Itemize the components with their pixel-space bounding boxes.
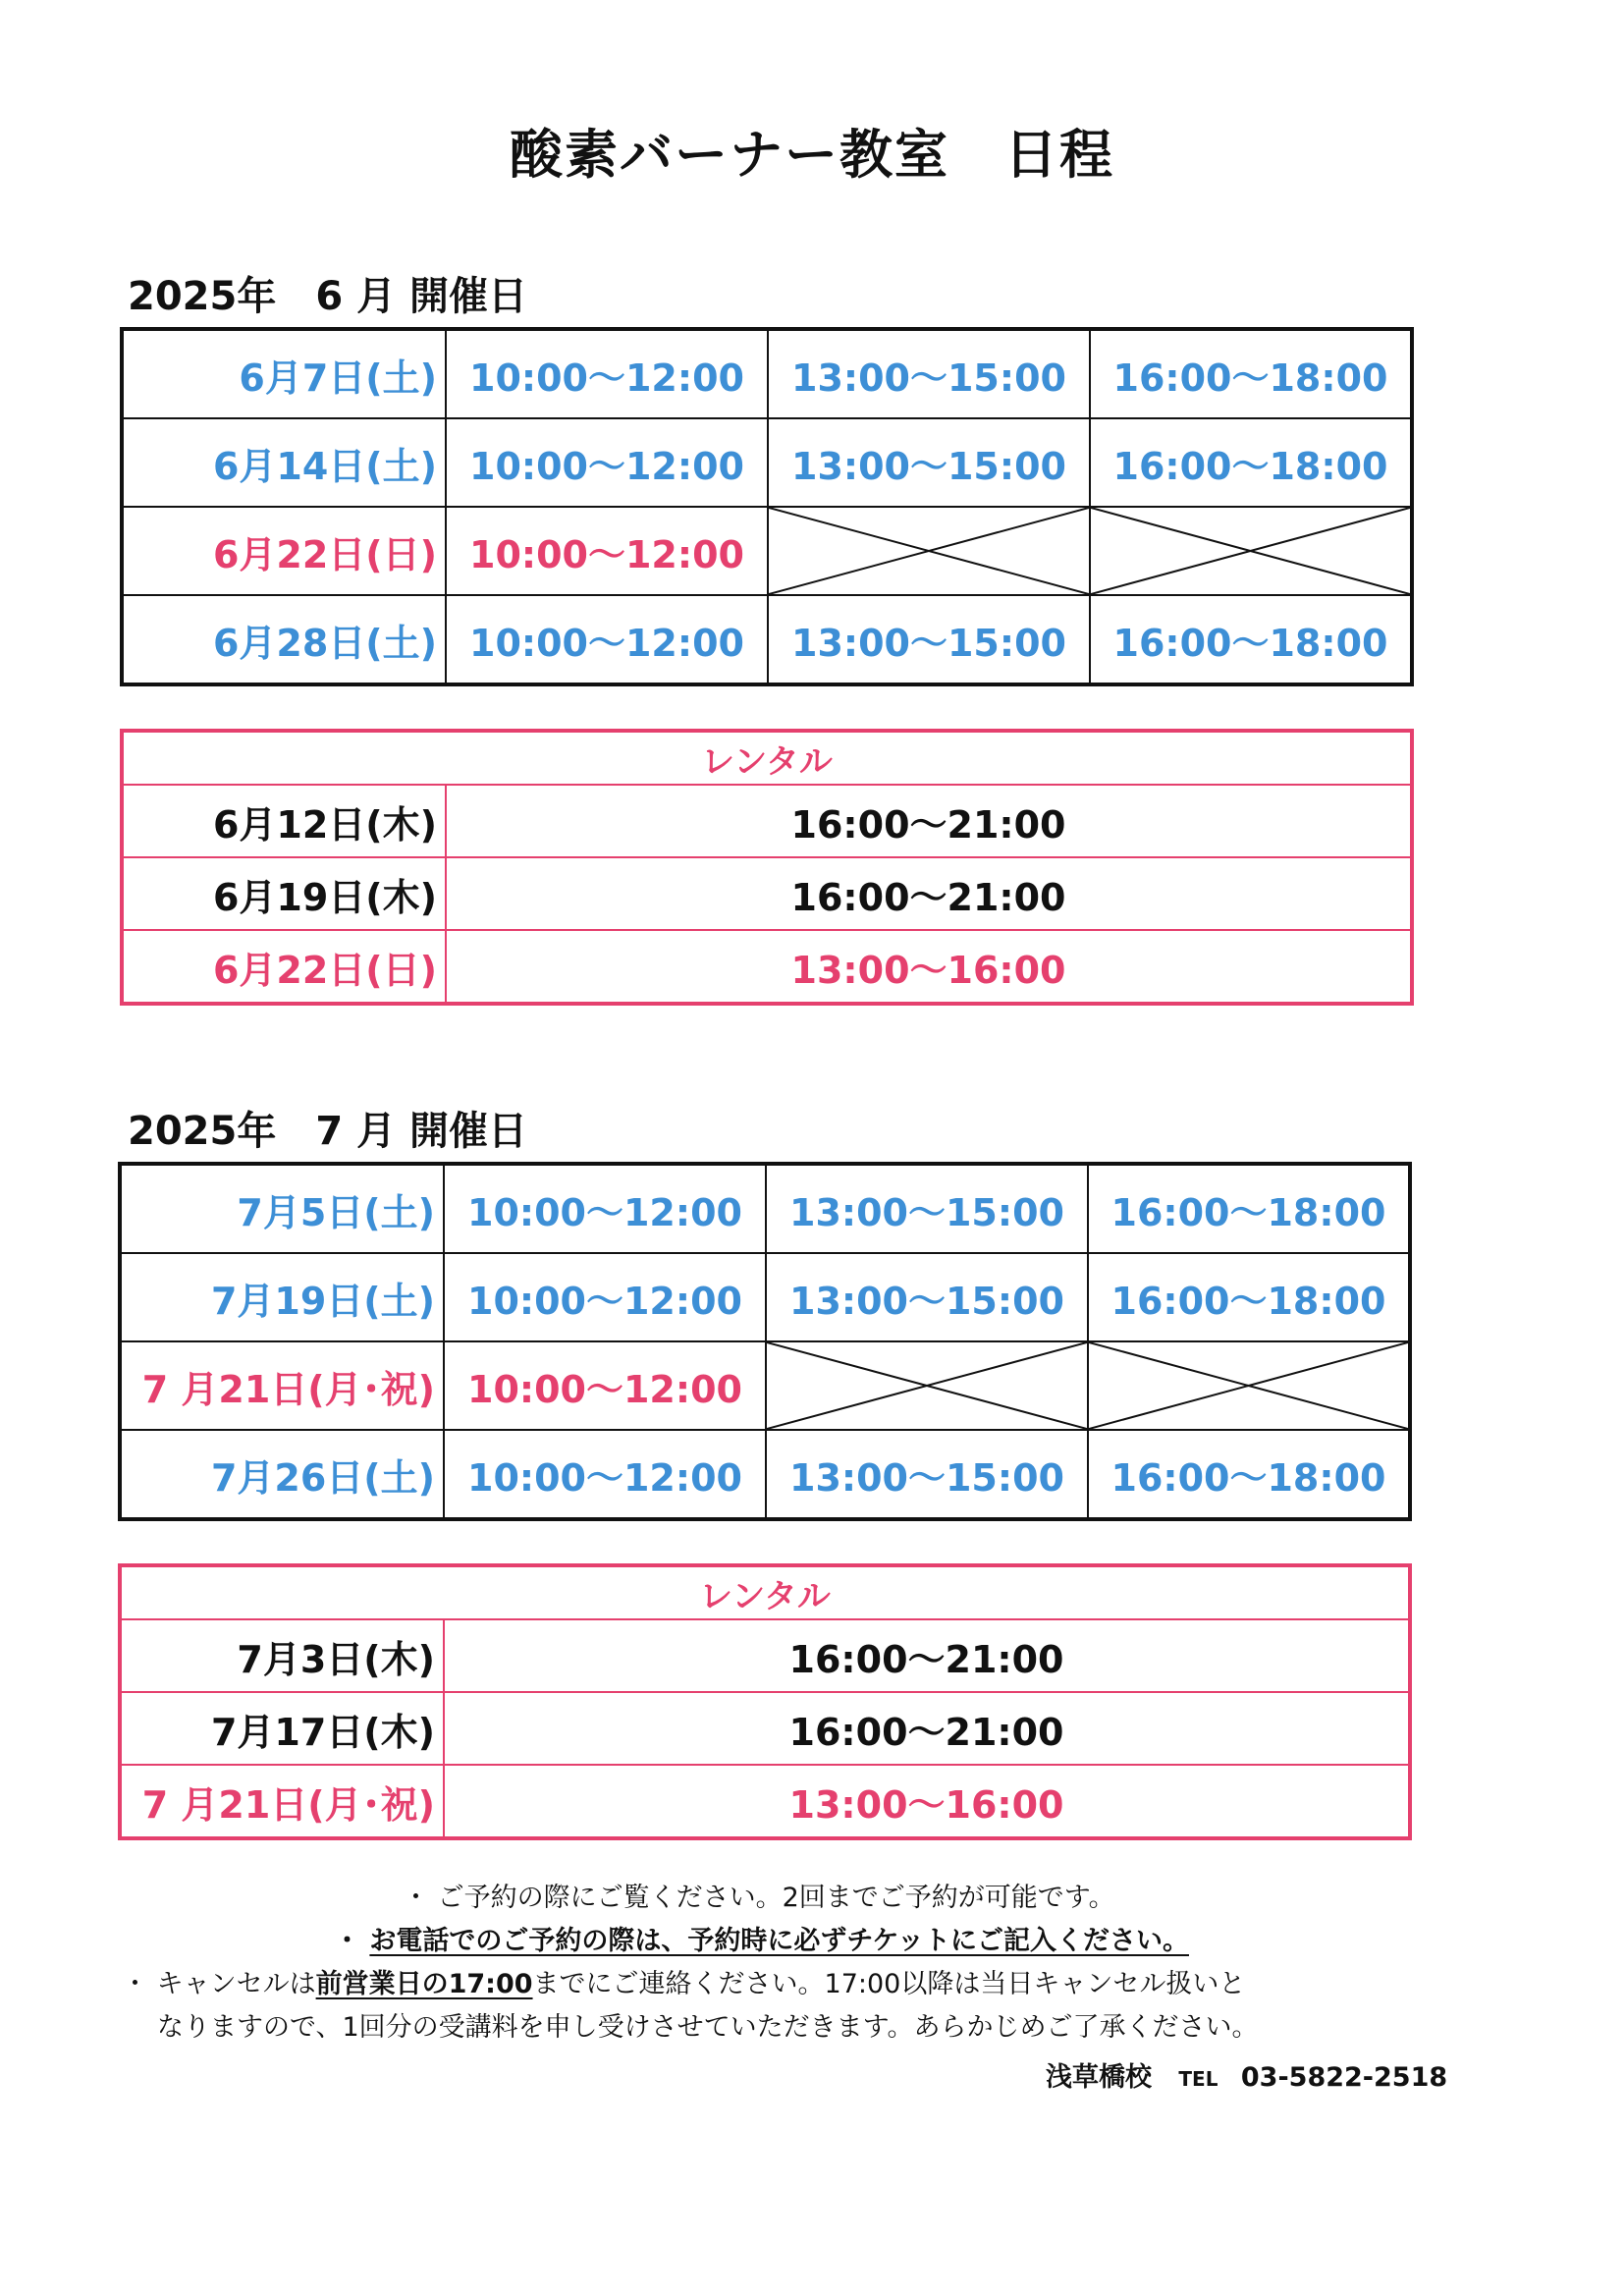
july-schedule-table	[118, 1162, 1412, 1521]
table-row	[120, 1765, 1410, 1838]
unavailable-slot-cross	[1090, 507, 1412, 595]
table-row	[122, 785, 1412, 857]
time-slot: 10:00～12:00	[446, 418, 768, 507]
time-slot: 16:00～18:00	[1088, 1253, 1410, 1341]
rental-date: 6月19日(木)	[122, 857, 446, 930]
rental-time: 13:00～16:00	[444, 1765, 1410, 1838]
time-slot: 10:00～12:00	[446, 329, 768, 418]
phone-number: 03-5822-2518	[1240, 2062, 1448, 2093]
rental-header-row	[122, 731, 1412, 785]
table-row	[120, 1164, 1410, 1253]
june-schedule-table	[120, 327, 1414, 686]
table-row	[120, 1619, 1410, 1692]
time-slot: 16:00～18:00	[1088, 1430, 1410, 1519]
date-cell: 7 月21日(月･祝)	[120, 1341, 444, 1430]
date-cell: 6月22日(日)	[122, 507, 446, 595]
rental-time: 13:00～16:00	[446, 930, 1412, 1004]
july-rental-table	[118, 1563, 1412, 1840]
rental-date: 7月17日(木)	[120, 1692, 444, 1765]
rental-header: レンタル	[122, 731, 1412, 785]
time-slot: 13:00～15:00	[768, 329, 1090, 418]
tel-label: TEL	[1178, 2067, 1218, 2091]
rental-date: 7 月21日(月･祝)	[120, 1765, 444, 1838]
time-slot: 13:00～15:00	[768, 418, 1090, 507]
table-row	[120, 1430, 1410, 1519]
note-booking-limit: ・ ご予約の際にご覧ください。2回までご予約が可能です。	[403, 1883, 1115, 1913]
time-slot: 16:00～18:00	[1090, 329, 1412, 418]
table-row	[122, 507, 1412, 595]
cross-mark-icon	[1089, 1342, 1408, 1429]
cross-mark-icon	[769, 508, 1089, 594]
note-phone-text: お電話でのご予約の際は、予約時に必ずチケットにご記入ください。	[369, 1926, 1189, 1956]
time-slot: 16:00～18:00	[1090, 418, 1412, 507]
date-cell: 7月5日(土)	[120, 1164, 444, 1253]
rental-time: 16:00～21:00	[444, 1619, 1410, 1692]
rental-time: 16:00～21:00	[446, 857, 1412, 930]
time-slot: 10:00～12:00	[444, 1430, 766, 1519]
time-slot: 10:00～12:00	[444, 1341, 766, 1430]
note-phone-booking	[334, 1919, 1189, 1957]
table-row	[122, 418, 1412, 507]
footer-contact	[1046, 2055, 1447, 2094]
time-slot: 10:00～12:00	[444, 1164, 766, 1253]
time-slot: 13:00～15:00	[766, 1164, 1088, 1253]
time-slot: 10:00～12:00	[446, 595, 768, 684]
date-cell: 6月7日(土)	[122, 329, 446, 418]
rental-date: 6月12日(木)	[122, 785, 446, 857]
june-heading: 2025年 6 月 開催日	[128, 274, 528, 319]
time-slot: 13:00～15:00	[768, 595, 1090, 684]
cross-mark-icon	[1091, 508, 1410, 594]
date-cell: 7月19日(土)	[120, 1253, 444, 1341]
table-row	[122, 329, 1412, 418]
date-cell: 6月28日(土)	[122, 595, 446, 684]
note-cancel-a: ・ キャンセルは	[122, 1969, 316, 1999]
july-heading: 2025年 7 月 開催日	[128, 1109, 528, 1154]
rental-header: レンタル	[120, 1565, 1410, 1619]
table-row	[122, 930, 1412, 1004]
rental-time: 16:00～21:00	[446, 785, 1412, 857]
time-slot: 13:00～15:00	[766, 1253, 1088, 1341]
table-row	[120, 1253, 1410, 1341]
note-cancel-policy	[122, 1962, 1245, 2000]
time-slot: 16:00～18:00	[1088, 1164, 1410, 1253]
date-cell: 7月26日(土)	[120, 1430, 444, 1519]
time-slot: 10:00～12:00	[446, 507, 768, 595]
note-cancel-c: までにご連絡ください。17:00以降は当日キャンセル扱いと	[532, 1969, 1246, 1999]
unavailable-slot-cross	[768, 507, 1090, 595]
rental-date: 7月3日(木)	[120, 1619, 444, 1692]
table-row	[122, 857, 1412, 930]
school-name: 浅草橋校	[1046, 2062, 1152, 2093]
note-cancel-fee: なりますので、1回分の受講料を申し受けさせていただきます。あらかじめご了承ください。	[157, 2012, 1259, 2043]
time-slot: 13:00～15:00	[766, 1430, 1088, 1519]
note-cancel-deadline: 前営業日の17:00	[315, 1969, 533, 1999]
table-row	[120, 1692, 1410, 1765]
unavailable-slot-cross	[1088, 1341, 1410, 1430]
time-slot: 16:00～18:00	[1090, 595, 1412, 684]
rental-header-row	[120, 1565, 1410, 1619]
table-row	[120, 1341, 1410, 1430]
time-slot: 10:00～12:00	[444, 1253, 766, 1341]
unavailable-slot-cross	[766, 1341, 1088, 1430]
table-row	[122, 595, 1412, 684]
note-bullet: ・	[334, 1926, 360, 1956]
page-title: 酸素バーナー教室 日程	[510, 124, 1114, 186]
june-rental-table	[120, 729, 1414, 1006]
rental-date: 6月22日(日)	[122, 930, 446, 1004]
cross-mark-icon	[767, 1342, 1087, 1429]
date-cell: 6月14日(土)	[122, 418, 446, 507]
rental-time: 16:00～21:00	[444, 1692, 1410, 1765]
